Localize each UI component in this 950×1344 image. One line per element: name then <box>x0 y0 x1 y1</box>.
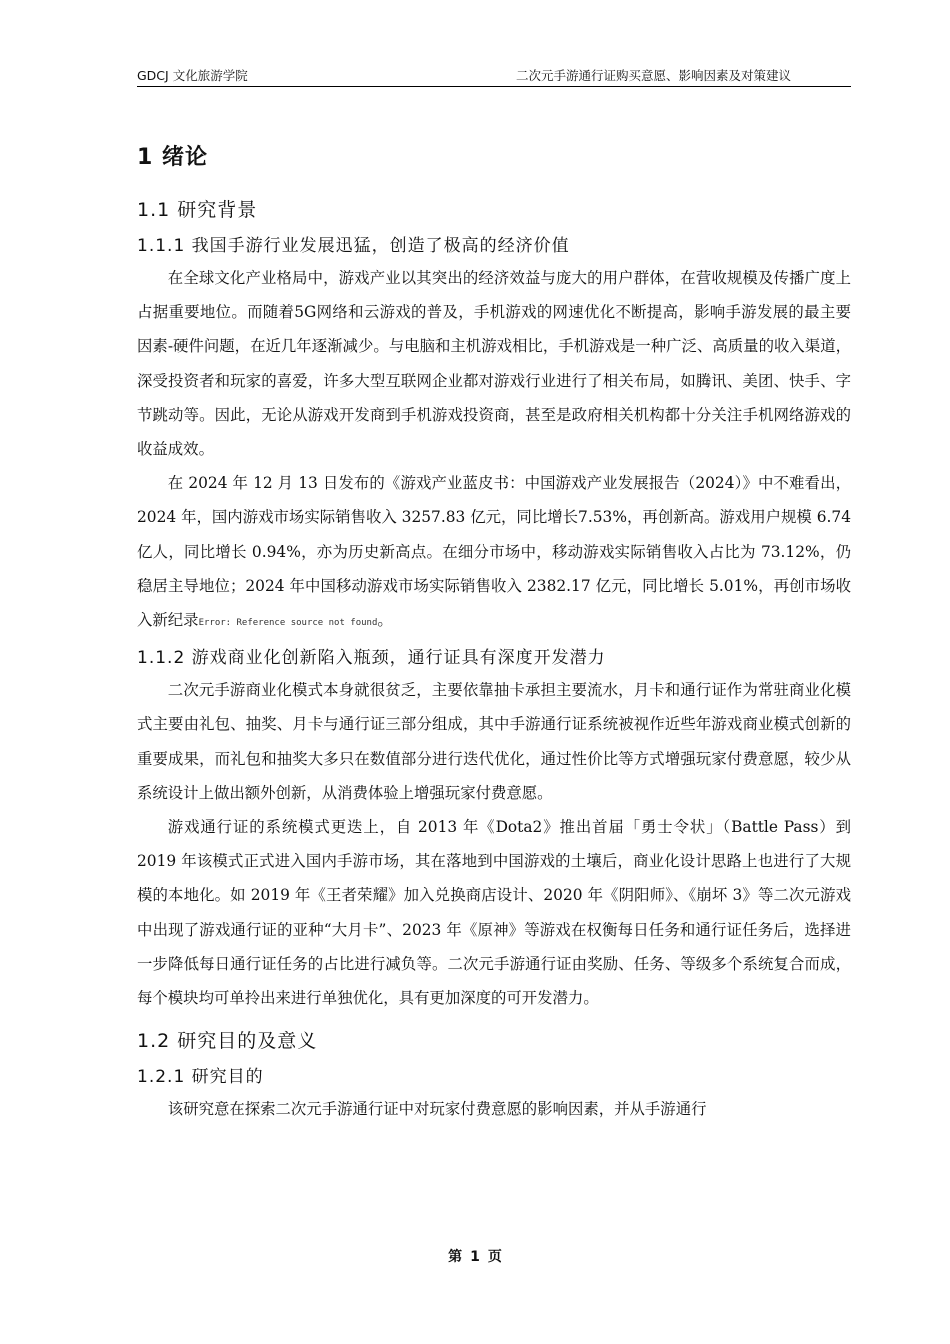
section-1-2-1-paragraph-1: 该研究意在探索二次元手游通行证中对玩家付费意愿的影响因素，并从手游通行 <box>167 1100 707 1119</box>
paragraph-2-text: 在 2024 年 12 月 13 日发布的《游戏产业蓝皮书：中国游戏产业发展报告（2024）》中不难看出，2024 年，国内游戏市场实际销售收入 3257.83 亿元，同比增长7.53%，再创新高。游戏用户规模 6.74 亿人，同比增长 0.94%，亦为历史新高点。在细分市场中，移动游戏实际销售收入占比为 73.12%，仍稳居主导地位；2024 年中国移动游戏市场实际销售收入 2382.17 亿元，同比增长 5.01%，再创市场收入新纪录 <box>137 474 851 630</box>
section-1-1-1-paragraph-2 <box>137 466 851 637</box>
section-1-1-2-title: 1.1.2 游戏商业化创新陷入瓶颈，通行证具有深度开发潜力 <box>137 648 606 669</box>
page-number-prefix: 第 <box>448 1249 463 1265</box>
section-1-2-1-title: 1.2.1 研究目的 <box>137 1067 264 1088</box>
document-body <box>137 120 851 1126</box>
chapter-title: 1 绪论 <box>137 145 208 170</box>
section-1-1-2-paragraph-2: 游戏通行证的系统模式更迭上，自 2013 年《Dota2》推出首届「勇士令状」（Battle Pass）到 2019 年该模式正式进入国内手游市场，其在落地到中国游戏的土壤后，商业化设计思路上也进行了大规模的本地化。如 2019 年《王者荣耀》加入兑换商店设计、2020 年《阴阳师》、《崩坏 3》等二次元游戏中出现了游戏通行证的亚种“大月卡”、2023 年《原神》等游戏在权衡每日任务和通行证任务后，选择进一步降低每日通行证任务的占比进行减负等。二次元手游通行证由奖励、任务、等级多个系统复合而成，每个模块均可单拎出来进行单独优化，具有更加深度的可开发潜力。 <box>137 818 851 1008</box>
reference-error: Error: Reference source not found <box>198 618 378 629</box>
header-document-title: 二次元手游通行证购买意愿、影响因素及对策建议 <box>515 68 791 83</box>
page-number: 1 <box>470 1249 480 1265</box>
page-number-suffix: 页 <box>487 1249 502 1265</box>
section-1-1-title: 1.1 研究背景 <box>137 199 258 221</box>
paragraph-2-end: 。 <box>377 611 393 630</box>
section-1-1-2-paragraph-1: 二次元手游商业化模式本身就很贫乏，主要依靠抽卡承担主要流水，月卡和通行证作为常驻商业化模式主要由礼包、抽奖、月卡与通行证三部分组成，其中手游通行证系统被视作近些年游戏商业模式创新的重要成果，而礼包和抽奖大多只在数值部分进行迭代优化，通过性价比等方式增强玩家付费意愿，较少从系统设计上做出额外创新，从消费体验上增强玩家付费意愿。 <box>137 681 851 802</box>
section-1-1-1-title: 1.1.1 我国手游行业发展迅猛，创造了极高的经济价值 <box>137 236 570 256</box>
section-1-2-title: 1.2 研究目的及意义 <box>137 1030 318 1053</box>
page-footer <box>0 1246 950 1266</box>
header-institution: GDCJ 文化旅游学院 <box>137 68 248 83</box>
section-1-1-1-paragraph-1: 在全球文化产业格局中，游戏产业以其突出的经济效益与庞大的用户群体，在营收规模及传播广度上占据重要地位。而随着5G网络和云游戏的普及，手机游戏的网速优化不断提高，影响手游发展的最主要因素-硬件问题，在近几年逐渐减少。与电脑和主机游戏相比，手机游戏是一种广泛、高质量的收入渠道，深受投资者和玩家的喜爱，许多大型互联网企业都对游戏行业进行了相关布局，如腾讯、美团、快手、字节跳动等。因此，无论从游戏开发商到手机游戏投资商，甚至是政府相关机构都十分关注手机网络游戏的收益成效。 <box>137 269 851 459</box>
page-header <box>137 66 851 87</box>
